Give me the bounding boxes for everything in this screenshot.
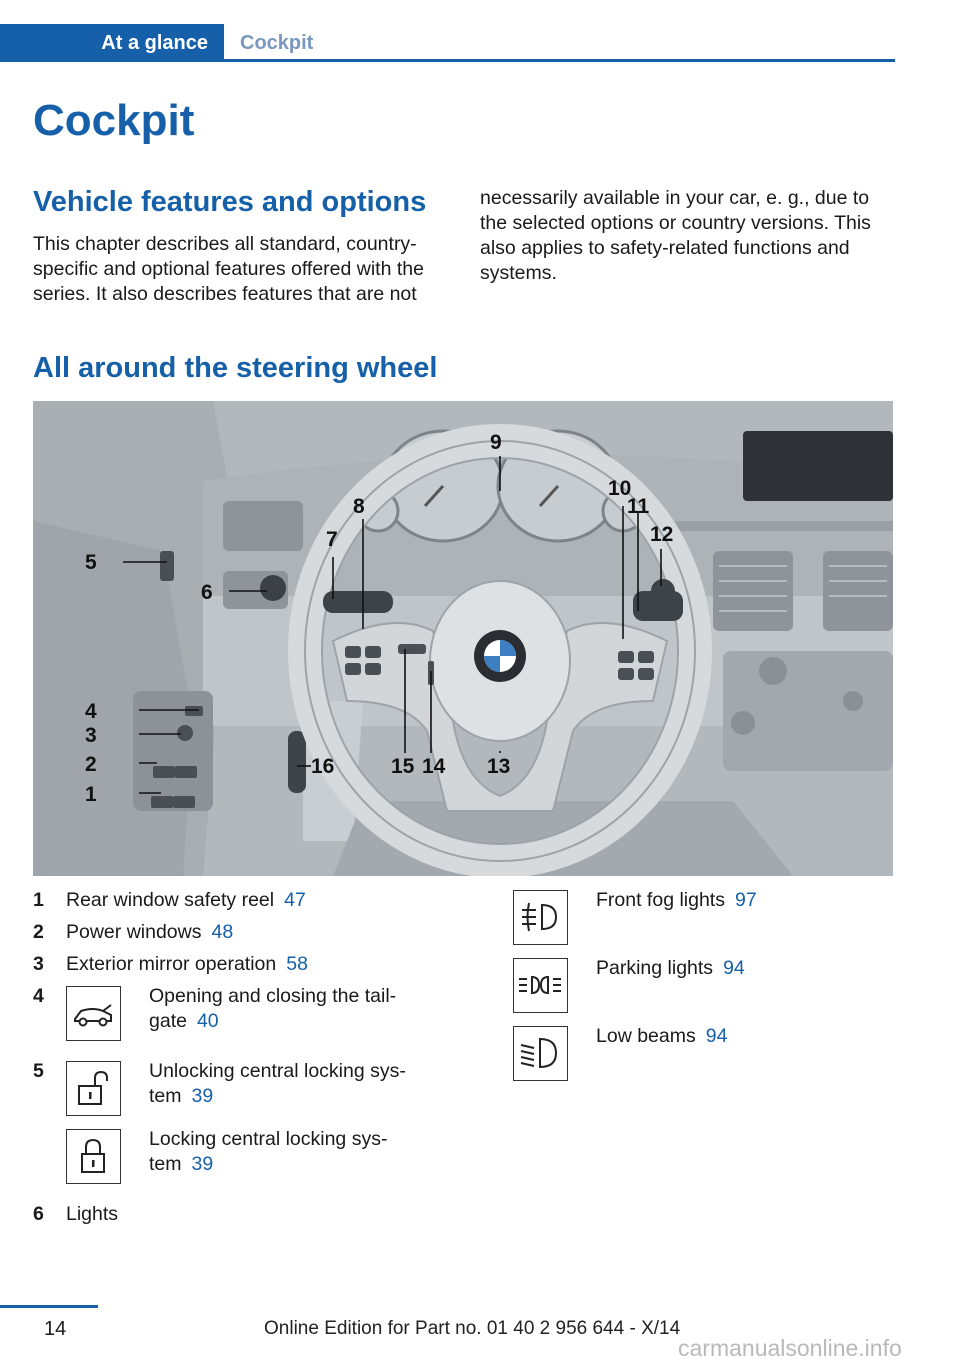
callout-14: 14 <box>422 755 446 778</box>
front-fog-lights-icon <box>513 890 568 945</box>
callout-9: 9 <box>490 431 502 454</box>
page-ref-link[interactable]: 97 <box>734 889 757 911</box>
callout-1: 1 <box>85 783 97 806</box>
legend-label: Exterior mirror operation <box>66 953 277 975</box>
callout-16: 16 <box>311 755 335 778</box>
callout-5: 5 <box>85 551 97 574</box>
page-ref-link[interactable]: 47 <box>284 889 306 911</box>
header-tabs <box>0 24 895 62</box>
callout-11: 11 <box>627 495 650 518</box>
tailgate-icon <box>66 986 121 1041</box>
tab-at-a-glance[interactable]: At a glance <box>0 24 224 62</box>
page-ref-link[interactable]: 40 <box>196 1010 219 1032</box>
legend-label: Power windows <box>66 921 202 943</box>
page-ref-link[interactable]: 48 <box>211 921 234 943</box>
page-ref-link[interactable]: 94 <box>723 957 745 979</box>
unlock-icon <box>66 1061 121 1116</box>
legend-label: Opening and closing the tail- <box>149 985 397 1007</box>
edition-text: Online Edition for Part no. 01 40 2 956 644 - X/14 <box>264 1318 681 1339</box>
lock-icon <box>66 1129 121 1184</box>
tab-cockpit[interactable]: Cockpit <box>240 32 314 54</box>
intro-text-left: This chapter describes all standard, country-specific and optional features offered with the series. It also describes features that are not <box>33 233 424 305</box>
low-beams-icon <box>513 1026 568 1081</box>
page-number: 14 <box>44 1318 67 1340</box>
page-title: Cockpit <box>33 96 195 145</box>
intro-text-right: necessarily available in your car, e. g., due to the selected options or country versions. This also applies to safety-related functions and systems. <box>480 187 871 284</box>
watermark: carmanualsonline.info <box>678 1335 902 1361</box>
footer-rule <box>0 1305 98 1308</box>
section-title-steering-wheel: All around the steering wheel <box>33 352 438 384</box>
legend-label: Front fog lights <box>596 889 725 911</box>
legend-label-cont: tem <box>149 1153 182 1175</box>
legend-label: Rear window safety reel <box>66 889 275 911</box>
callout-6: 6 <box>201 581 213 604</box>
legend-label: Parking lights <box>596 957 714 979</box>
callout-3: 3 <box>85 724 97 747</box>
legend-label: Low beams <box>596 1025 696 1047</box>
legend-label-cont: tem <box>149 1085 182 1107</box>
page-ref-link[interactable]: 58 <box>286 953 308 975</box>
legend-label: Locking central locking sys- <box>149 1128 388 1150</box>
callout-7: 7 <box>326 528 338 551</box>
callout-8: 8 <box>353 495 365 518</box>
callout-2: 2 <box>85 753 97 776</box>
page-ref-link[interactable]: 39 <box>191 1085 214 1107</box>
cockpit-illustration <box>33 401 893 876</box>
callout-15: 15 <box>391 755 415 778</box>
callout-4: 4 <box>85 700 97 723</box>
parking-lights-icon <box>513 958 568 1013</box>
legend-label: Unlocking central locking sys- <box>149 1060 406 1082</box>
callout-12: 12 <box>650 523 674 546</box>
legend-label: Lights <box>66 1203 119 1225</box>
page-ref-link[interactable]: 39 <box>191 1153 214 1175</box>
section-title-vehicle-features: Vehicle features and options <box>33 186 427 218</box>
callout-13: 13 <box>487 755 511 778</box>
legend-label-cont: gate <box>149 1010 187 1032</box>
page-ref-link[interactable]: 94 <box>705 1025 728 1047</box>
callout-10: 10 <box>608 477 632 500</box>
